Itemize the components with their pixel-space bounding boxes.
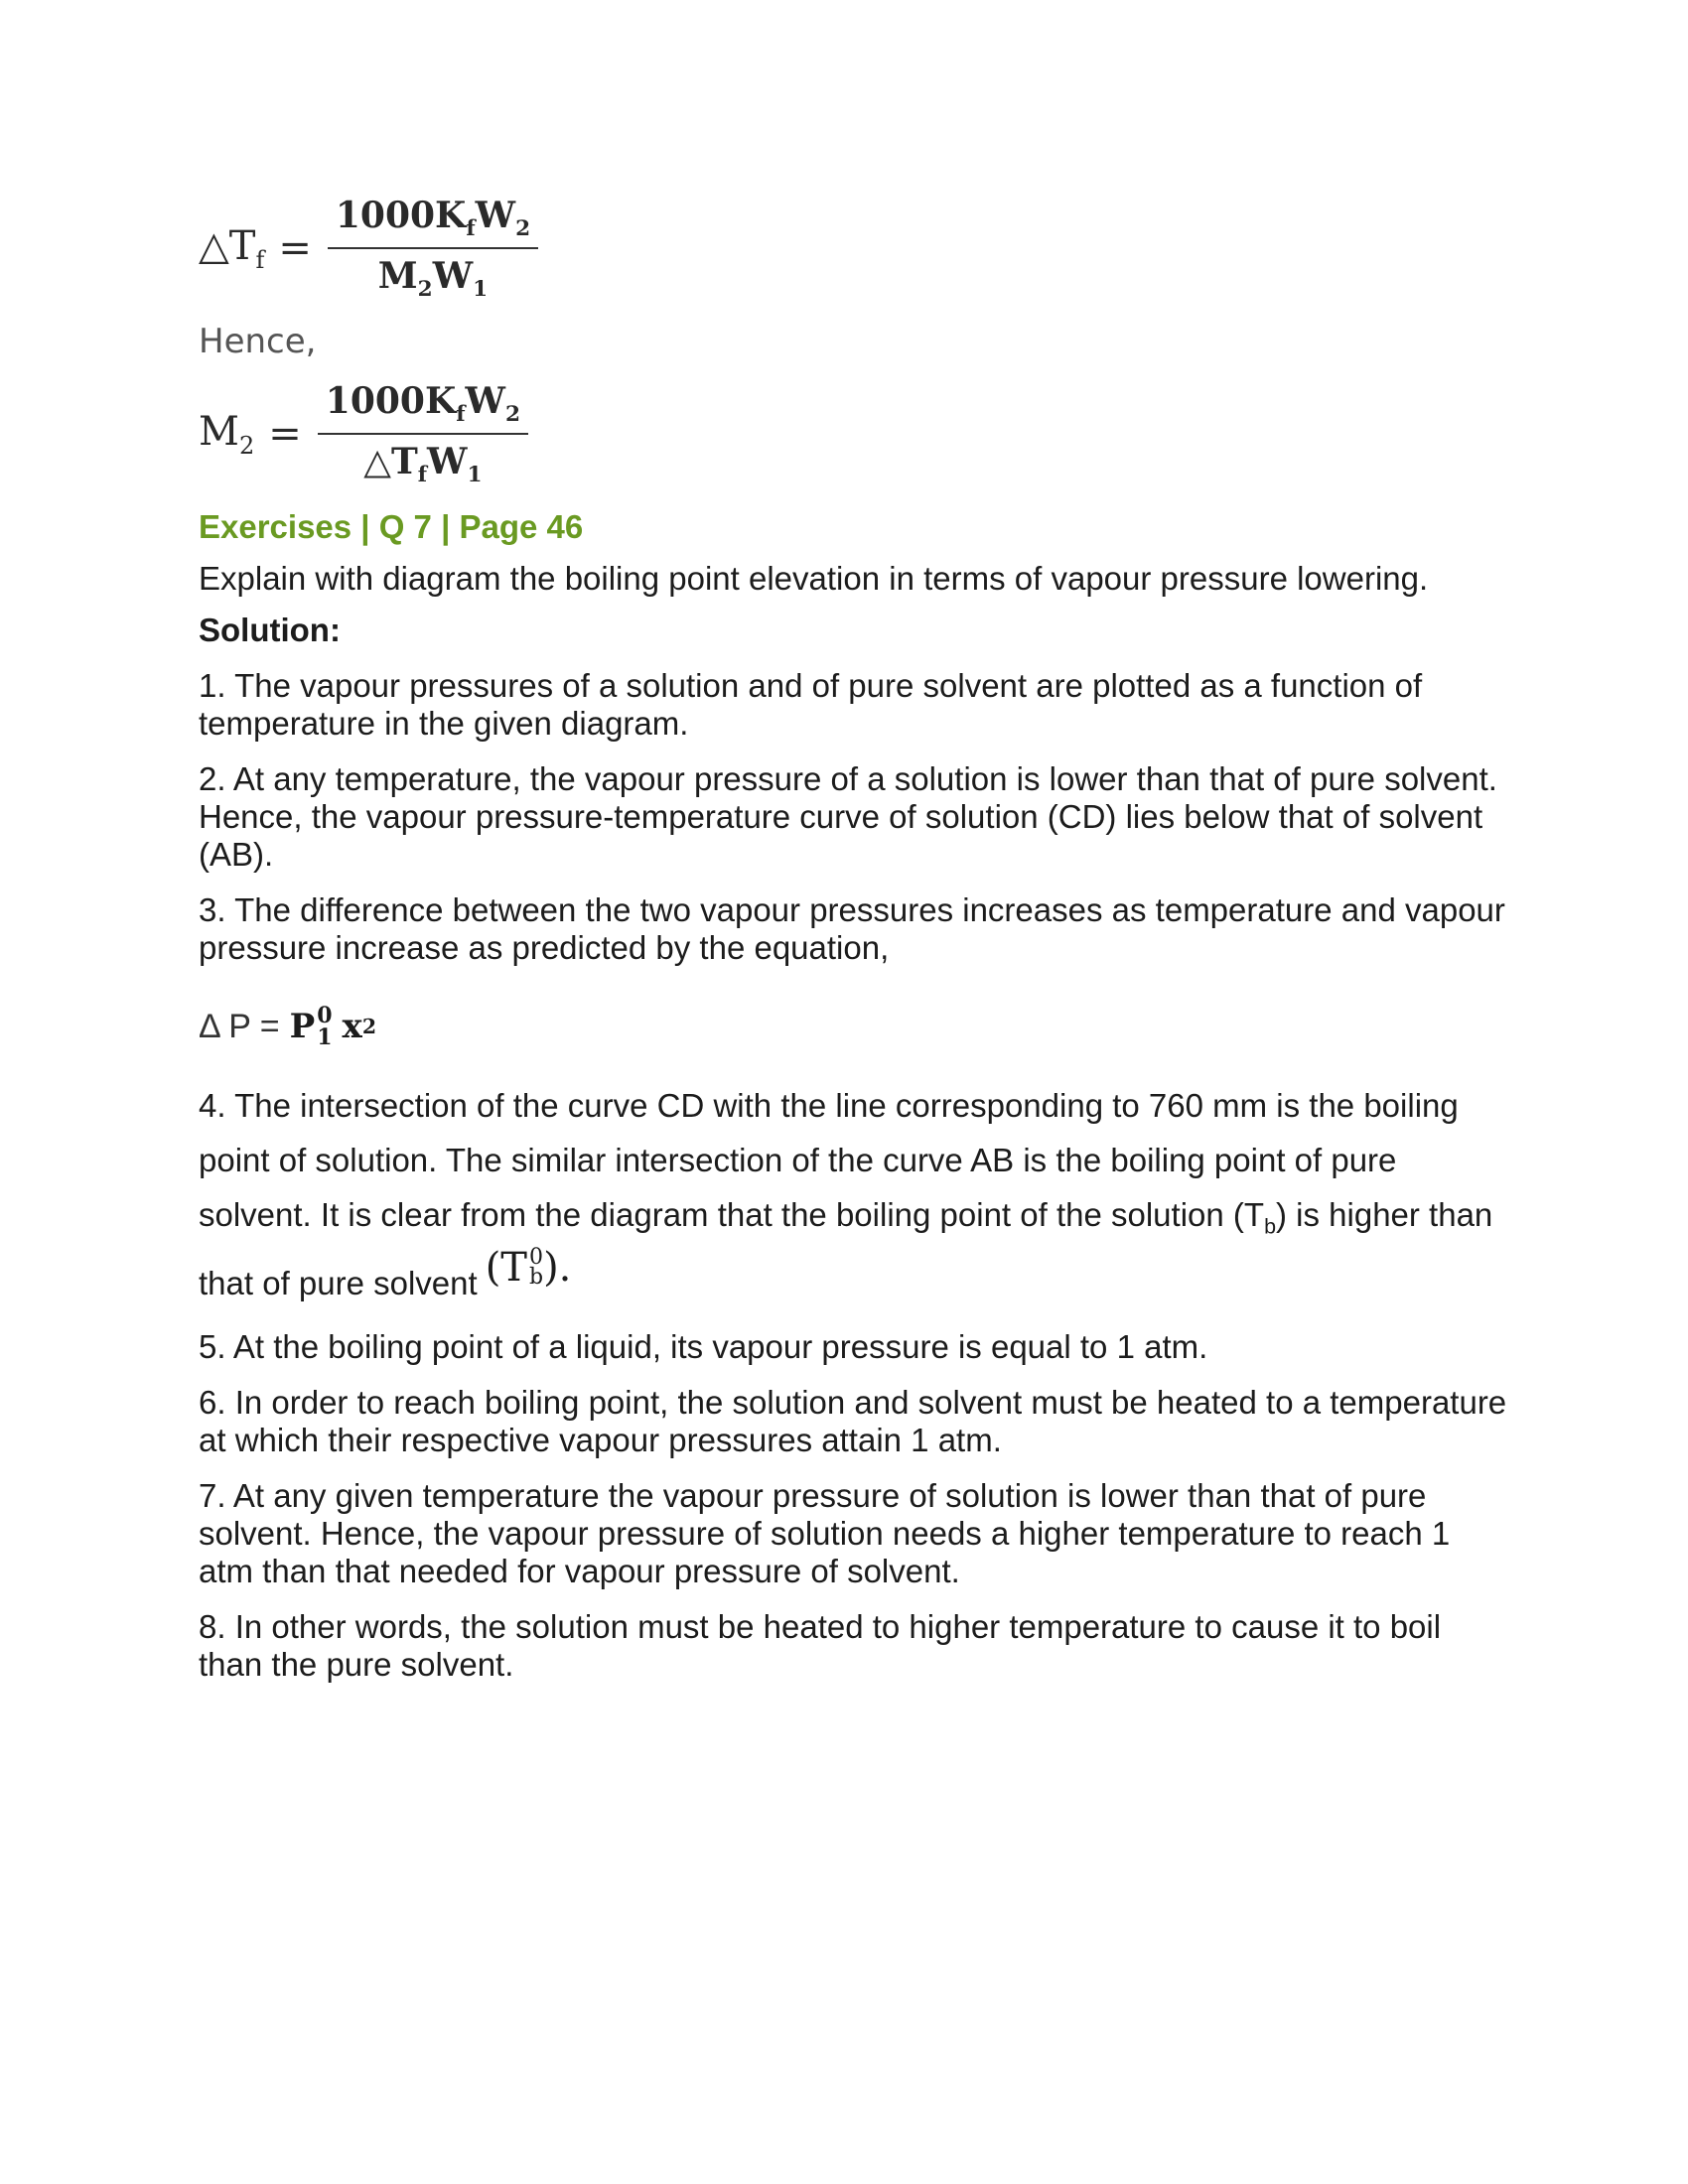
solution-point-6: 6. In order to reach boiling point, the solution and solvent must be heated to a temperature at which their respective vapour pressures attain 1 atm.	[199, 1383, 1507, 1458]
p-term: P 0 1 x 2	[289, 1003, 377, 1050]
solution-label: Solution:	[199, 612, 341, 648]
solution-point-3: 3. The difference between the two vapour pressures increases as temperature and vapour pressure increase as predicted by the equation,	[199, 891, 1505, 966]
solution-point-5: 5. At the boiling point of a liquid, its vapour pressure is equal to 1 atm.	[199, 1327, 1208, 1365]
fraction	[318, 380, 528, 487]
denominator: $M_2W_1$	[377, 255, 489, 303]
solution-point-7: 7. At any given temperature the vapour pressure of solution is lower than that of pure solvent. Hence, the vapour pressure of solution needs a higher temperature to reach 1 atm than that needed for vapour pressure of solvent.	[199, 1476, 1451, 1589]
delta-p-equation	[199, 997, 1509, 1056]
equation-lhs: $M_2$	[199, 408, 255, 460]
fraction	[328, 195, 538, 302]
numerator: $1000K_fW_2$	[325, 379, 521, 427]
denominator: $\triangle T_fW_1$	[363, 441, 483, 488]
document-page	[199, 189, 1509, 1684]
equals-sign: =	[278, 225, 312, 271]
solution-point-8: 8. In other words, the solution must be heated to higher temperature to cause it to boil than the pure solvent.	[199, 1607, 1442, 1683]
equals-sign: =	[268, 411, 302, 457]
freezing-depression-equation	[199, 189, 1509, 308]
hence-text: Hence,	[199, 322, 317, 361]
question-text: Explain with diagram the boiling point elevation in terms of vapour pressure lowering.	[199, 560, 1429, 597]
exercise-heading-link[interactable]: Exercises | Q 7 | Page 46	[199, 508, 584, 545]
solution-point-1: 1. The vapour pressures of a solution and of pure solvent are plotted as a function of temperature in the given diagram.	[199, 667, 1423, 742]
molar-mass-equation	[199, 379, 1509, 488]
solution-point-2: 2. At any temperature, the vapour pressure of a solution is lower than that of pure solvent. Hence, the vapour pressure-temperature curve of solution (CD) lies below that of solvent (AB).	[199, 760, 1497, 873]
delta-p-label: Δ P =	[199, 1007, 280, 1045]
tb0-symbol: (T 0 b ).	[485, 1244, 572, 1291]
numerator: $1000K_fW_2$	[335, 194, 531, 241]
solution-point-4: 4. The intersection of the curve CD with the line corresponding to 760 mm is the boiling point of solution. The similar intersection of the curve AB is the boiling point of pure solvent. It is clear from the diagram that the boiling point of the solution $(T_b)$ is higher than that of pure solvent (T 0 b ).	[199, 1087, 1493, 1301]
equation-lhs: $\triangle T_f$	[199, 222, 265, 274]
